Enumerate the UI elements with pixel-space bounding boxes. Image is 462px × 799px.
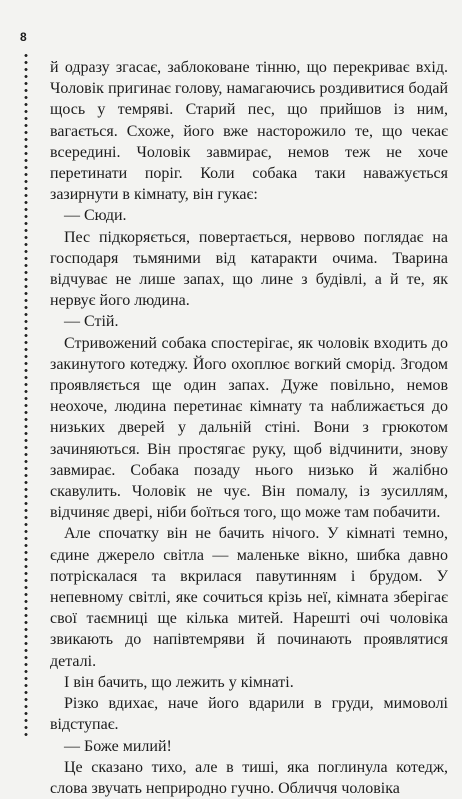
page-number: 8 xyxy=(20,30,27,44)
dialog-line: — Стій. xyxy=(64,313,119,331)
body-text xyxy=(50,57,448,799)
dialog-line: — Сюди. xyxy=(64,207,127,225)
dialog-line: — Боже милий! xyxy=(64,737,172,755)
paragraph: й одразу згасає, заблоковане тінню, що перекриває вхід. Чоловік пригинає голову, намагаючись роздивитися бодай щось у темряві. Старий пес, що прийшов із ним, вагається. Схоже, його вже насторожило те, що чекає всередині. Чоловік завмирає, немов теж не хоче перетинати поріг. Коли собака таки наважується зазирнути в кімнату, він гукає: xyxy=(50,59,448,204)
paragraph: Пес підкоряється, повертається, нервово поглядає на господаря тьмяними від катаракти очима. Тварина відчуває не лише запах, що лине з будівлі, а й те, як нервує його людина. xyxy=(50,228,448,310)
paragraph: І він бачить, що лежить у кімнаті. xyxy=(64,673,294,691)
paragraph: Різко вдихає, наче його вдарили в груди, мимоволі відступає. xyxy=(50,695,448,734)
paragraph: Це сказано тихо, але в тиші, яка поглинула котедж, слова звучать неприродно гучно. Обличчя чоловіка xyxy=(50,758,448,797)
paragraph: Але спочатку він не бачить нічого. У кімнаті темно, єдине джерело світла — маленьке вікно, шибка давно потріскалася та вкрилася павутинням і брудом. У непевному світлі, яке сочиться крізь неї, кімната зберігає свої таємниці ще кілька митей. Нарешті очі чоловіка звикають до напівтемряви й починають проявлятися деталі. xyxy=(50,525,448,670)
paragraph: Стривожений собака спостерігає, як чоловік входить до закинутого котеджу. Його охоплює вогкий сморід. Згодом проявляється ще один запах. Дуже повільно, немов неохоче, людина перетинає кімнату та наближається до низьких дверей у дальній стіні. Вони з грюкотом зачиняються. Він простягає руку, щоб відчинити, знову завмирає. Собака позаду нього низько й жалібно скавулить. Чоловік не чує. Він помалу, із зусиллям, відчиняє двері, ніби боїться того, що може там побачити. xyxy=(50,334,448,522)
dotted-margin-rule xyxy=(24,52,28,738)
